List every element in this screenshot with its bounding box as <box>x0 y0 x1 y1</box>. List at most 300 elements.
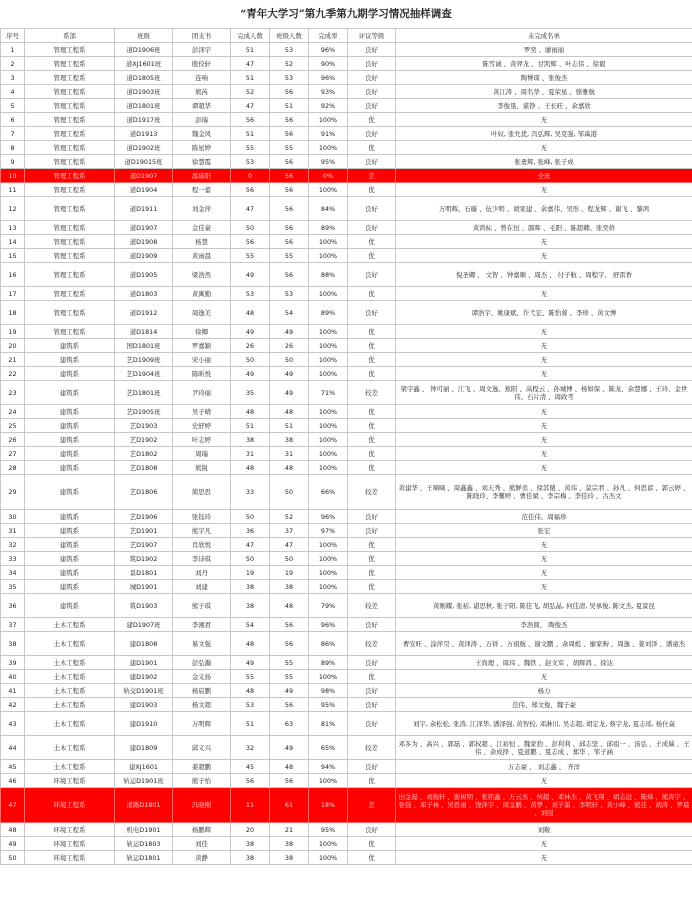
cell-completed: 19 <box>231 566 270 580</box>
cell-index: 22 <box>1 367 25 381</box>
cell-class-size: 56 <box>270 698 309 712</box>
cell-secretary: 刘金萍 <box>173 197 231 221</box>
cell-class: 道D1903班 <box>115 85 173 99</box>
cell-department: 环境工程系 <box>25 837 115 851</box>
cell-incomplete-list: 无 <box>396 183 692 197</box>
cell-secretary: 李湘君 <box>173 618 231 632</box>
cell-rate: 100% <box>309 183 348 197</box>
cell-department: 管理工程系 <box>25 99 115 113</box>
cell-completed: 51 <box>231 71 270 85</box>
cell-incomplete-list: 无 <box>396 461 692 475</box>
cell-department: 建筑系 <box>25 475 115 510</box>
cell-incomplete-list: 罗奕 、廖雨丽 <box>396 43 692 57</box>
cell-secretary: 徐卿 <box>173 325 231 339</box>
cell-incomplete-list: 范伟、郑文俊、魏子豪 <box>396 698 692 712</box>
cell-class: 景D1801 <box>115 566 173 580</box>
cell-department: 环境工程系 <box>25 823 115 837</box>
cell-index: 17 <box>1 287 25 301</box>
cell-grade: 较差 <box>348 594 396 618</box>
cell-grade: 较差 <box>348 475 396 510</box>
cell-rate: 94% <box>309 760 348 774</box>
cell-completed: 48 <box>231 684 270 698</box>
cell-secretary: 彭瑞 <box>173 113 231 127</box>
cell-index: 28 <box>1 461 25 475</box>
cell-grade: 优 <box>348 837 396 851</box>
cell-index: 3 <box>1 71 25 85</box>
cell-incomplete-list: 张勇辉, 张峰, 张子成 <box>396 155 692 169</box>
table-row <box>1 837 692 851</box>
cell-department: 建筑系 <box>25 461 115 475</box>
cell-secretary: 陈昕悦 <box>173 367 231 381</box>
cell-index: 18 <box>1 301 25 325</box>
cell-completed: 50 <box>231 353 270 367</box>
cell-secretary: 梁浩然 <box>173 263 231 287</box>
cell-rate: 100% <box>309 566 348 580</box>
cell-rate: 92% <box>309 99 348 113</box>
cell-completed: 47 <box>231 99 270 113</box>
cell-completed: 51 <box>231 43 270 57</box>
table-row <box>1 71 692 85</box>
table-row <box>1 169 692 183</box>
cell-class-size: 55 <box>270 670 309 684</box>
cell-incomplete-list: 无 <box>396 566 692 580</box>
cell-index: 31 <box>1 524 25 538</box>
cell-rate: 84% <box>309 197 348 221</box>
cell-class: 建D1901 <box>115 656 173 670</box>
table-row <box>1 788 692 823</box>
cell-incomplete-list: 倪圣卿 、 文智 、钟嘉顺 、周杰 、 付子航 、周程宇、 舒雷香 <box>396 263 692 287</box>
cell-index: 20 <box>1 339 25 353</box>
cell-index: 44 <box>1 736 25 760</box>
cell-grade: 优 <box>348 433 396 447</box>
cell-department: 管理工程系 <box>25 71 115 85</box>
cell-completed: 47 <box>231 538 270 552</box>
cell-grade: 良好 <box>348 656 396 670</box>
cell-secretary: 杨慧 <box>173 235 231 249</box>
table-row <box>1 524 692 538</box>
cell-index: 38 <box>1 632 25 656</box>
cell-secretary: 金义扬 <box>173 670 231 684</box>
cell-incomplete-list: 无 <box>396 851 692 865</box>
cell-department: 建筑系 <box>25 419 115 433</box>
cell-rate: 95% <box>309 698 348 712</box>
cell-index: 27 <box>1 447 25 461</box>
cell-rate: 93% <box>309 85 348 99</box>
cell-department: 土木工程系 <box>25 670 115 684</box>
cell-index: 49 <box>1 837 25 851</box>
cell-class: 道D1803 <box>115 287 173 301</box>
cell-rate: 66% <box>309 475 348 510</box>
table-row <box>1 618 692 632</box>
cell-completed: 56 <box>231 774 270 788</box>
cell-class-size: 52 <box>270 510 309 524</box>
cell-completed: 54 <box>231 618 270 632</box>
cell-index: 34 <box>1 566 25 580</box>
cell-grade: 优 <box>348 580 396 594</box>
cell-completed: 50 <box>231 510 270 524</box>
cell-incomplete-list: 全班 <box>396 169 692 183</box>
cell-class: 道D1902班 <box>115 141 173 155</box>
cell-grade: 优 <box>348 249 396 263</box>
cell-grade: 优 <box>348 670 396 684</box>
cell-incomplete-list: 黄建华 、王嘀嘀 、周鑫鑫 、刘天秀 、熊鲜丞 、徐其傻 、黄玮 、莫宗君 、孙凡 、何思谚 、郭云婷 、陈晓玲、李馨婷 、曹佳斌 、李宗梅 、李佳玲 、古杰文 <box>396 475 692 510</box>
cell-index: 7 <box>1 127 25 141</box>
cell-class: 轨运D1803 <box>115 837 173 851</box>
cell-secretary: 史舒婷 <box>173 419 231 433</box>
cell-grade: 差 <box>348 788 396 823</box>
cell-department: 管理工程系 <box>25 301 115 325</box>
cell-department: 土木工程系 <box>25 618 115 632</box>
cell-grade: 优 <box>348 113 396 127</box>
cell-class: 道D1814 <box>115 325 173 339</box>
table-row <box>1 183 692 197</box>
cell-secretary: 周瑞 <box>173 447 231 461</box>
cell-department: 土木工程系 <box>25 698 115 712</box>
cell-class-size: 56 <box>270 263 309 287</box>
cell-index: 15 <box>1 249 25 263</box>
cell-completed: 53 <box>231 698 270 712</box>
cell-incomplete-list: 万明辉、石璇 、伍少明 、胡家建 、余嘉伟、吴彤 、程龙辉 、谢飞 、黎鸿 <box>396 197 692 221</box>
cell-class: 道D1904 <box>115 183 173 197</box>
cell-class: 艺D1905班 <box>115 405 173 419</box>
cell-secretary: 陈星婷 <box>173 141 231 155</box>
cell-index: 37 <box>1 618 25 632</box>
table-row <box>1 141 692 155</box>
cell-incomplete-list: 无 <box>396 249 692 263</box>
cell-rate: 95% <box>309 155 348 169</box>
cell-department: 建筑系 <box>25 433 115 447</box>
cell-rate: 100% <box>309 113 348 127</box>
cell-completed: 38 <box>231 433 270 447</box>
cell-class: 道D1905 <box>115 263 173 287</box>
cell-index: 25 <box>1 419 25 433</box>
cell-index: 35 <box>1 580 25 594</box>
cell-class-size: 48 <box>270 594 309 618</box>
cell-class: 道D1801班 <box>115 99 173 113</box>
table-row <box>1 325 692 339</box>
cell-incomplete-list: 无 <box>396 405 692 419</box>
cell-completed: 51 <box>231 419 270 433</box>
cell-rate: 100% <box>309 433 348 447</box>
cell-class-size: 38 <box>270 433 309 447</box>
cell-incomplete-list: 叶奴, 张允优, 冯弘辉, 吴克强, 邹禹港 <box>396 127 692 141</box>
cell-department: 建筑系 <box>25 580 115 594</box>
table-row <box>1 823 692 837</box>
cell-completed: 56 <box>231 113 270 127</box>
cell-secretary: 邱义兴 <box>173 736 231 760</box>
table-row <box>1 381 692 405</box>
cell-class-size: 56 <box>270 183 309 197</box>
cell-rate: 18% <box>309 788 348 823</box>
cell-incomplete-list: 无 <box>396 670 692 684</box>
cell-completed: 48 <box>231 632 270 656</box>
cell-class-size: 37 <box>270 524 309 538</box>
cell-grade: 优 <box>348 566 396 580</box>
cell-completed: 0 <box>231 169 270 183</box>
table-row <box>1 339 692 353</box>
cell-class-size: 38 <box>270 837 309 851</box>
cell-grade: 良好 <box>348 760 396 774</box>
cell-department: 建筑系 <box>25 510 115 524</box>
cell-completed: 49 <box>231 263 270 287</box>
header-completed: 完成人数 <box>231 29 270 43</box>
page-title: “青年大学习”第九季第九期学习情况抽样调查 <box>240 8 452 20</box>
cell-secretary: 温瑞阳 <box>173 169 231 183</box>
cell-completed: 32 <box>231 736 270 760</box>
cell-secretary: 熊子琪 <box>173 594 231 618</box>
cell-secretary: 徐慧霞 <box>173 155 231 169</box>
cell-department: 建筑系 <box>25 594 115 618</box>
cell-class-size: 56 <box>270 127 309 141</box>
cell-incomplete-list: 梁宇鑫 、 钟可丽 、江飞 、周文逸、蕉阳 、高程云 、孙城博 、杨如保 、陈龙、余慧娜 、王玲、金世伟、石片清 、周政考 <box>396 381 692 405</box>
cell-class-size: 55 <box>270 249 309 263</box>
cell-class-size: 56 <box>270 85 309 99</box>
cell-grade: 良好 <box>348 263 396 287</box>
cell-index: 30 <box>1 510 25 524</box>
cell-class: 道D1907 <box>115 221 173 235</box>
cell-department: 土木工程系 <box>25 760 115 774</box>
cell-secretary: 刘丹 <box>173 566 231 580</box>
cell-completed: 47 <box>231 57 270 71</box>
cell-department: 管理工程系 <box>25 197 115 221</box>
cell-index: 32 <box>1 538 25 552</box>
cell-department: 建筑系 <box>25 524 115 538</box>
table-row <box>1 698 692 712</box>
cell-completed: 38 <box>231 851 270 865</box>
cell-rate: 100% <box>309 141 348 155</box>
cell-completed: 31 <box>231 447 270 461</box>
cell-completed: 48 <box>231 405 270 419</box>
cell-department: 建筑系 <box>25 447 115 461</box>
cell-department: 管理工程系 <box>25 43 115 57</box>
table-row <box>1 684 692 698</box>
cell-secretary: 彭弘瀚 <box>173 656 231 670</box>
cell-class-size: 56 <box>270 169 309 183</box>
cell-secretary: 殷佼轩 <box>173 57 231 71</box>
cell-grade: 良好 <box>348 57 396 71</box>
cell-grade: 优 <box>348 851 396 865</box>
cell-grade: 良好 <box>348 618 396 632</box>
table-row <box>1 851 692 865</box>
cell-incomplete-list: 无 <box>396 774 692 788</box>
cell-department: 环境工程系 <box>25 851 115 865</box>
cell-class: 道D19015班 <box>115 155 173 169</box>
cell-class: 道XJ1601班 <box>115 57 173 71</box>
cell-class: 道D1909 <box>115 249 173 263</box>
cell-secretary: 尹玲丽 <box>173 381 231 405</box>
cell-class-size: 55 <box>270 141 309 155</box>
cell-rate: 100% <box>309 367 348 381</box>
cell-department: 土木工程系 <box>25 632 115 656</box>
cell-grade: 优 <box>348 141 396 155</box>
cell-grade: 优 <box>348 367 396 381</box>
cell-incomplete-list: 无 <box>396 433 692 447</box>
cell-secretary: 程一蕾 <box>173 183 231 197</box>
cell-completed: 53 <box>231 155 270 169</box>
table-row <box>1 580 692 594</box>
cell-class-size: 55 <box>270 656 309 670</box>
cell-grade: 优 <box>348 538 396 552</box>
cell-class-size: 54 <box>270 301 309 325</box>
cell-secretary: 连响 <box>173 71 231 85</box>
cell-rate: 100% <box>309 325 348 339</box>
table-row <box>1 712 692 736</box>
cell-completed: 35 <box>231 381 270 405</box>
cell-rate: 91% <box>309 127 348 141</box>
header-incomplete-list: 未完成名单 <box>396 29 692 43</box>
cell-grade: 良好 <box>348 823 396 837</box>
cell-completed: 11 <box>231 788 270 823</box>
cell-rate: 100% <box>309 419 348 433</box>
table-row <box>1 656 692 670</box>
cell-completed: 55 <box>231 249 270 263</box>
cell-class: 筑D1903 <box>115 594 173 618</box>
cell-completed: 51 <box>231 127 270 141</box>
cell-class-size: 49 <box>270 736 309 760</box>
cell-department: 环境工程系 <box>25 774 115 788</box>
cell-class-size: 53 <box>270 71 309 85</box>
cell-class-size: 61 <box>270 788 309 823</box>
cell-department: 建筑系 <box>25 381 115 405</box>
cell-grade: 良好 <box>348 301 396 325</box>
cell-rate: 81% <box>309 712 348 736</box>
cell-secretary: 罗嘉颖 <box>173 339 231 353</box>
cell-rate: 0% <box>309 169 348 183</box>
cell-secretary: 杨宸鹏 <box>173 684 231 698</box>
cell-rate: 86% <box>309 632 348 656</box>
cell-completed: 48 <box>231 461 270 475</box>
table-row <box>1 249 692 263</box>
cell-completed: 52 <box>231 85 270 99</box>
cell-incomplete-list: 黄刚耀, 张裕, 谌思秋, 张子阳, 陈佳飞, 胡弘晶, 何佳清, 吴承俊, 陈文杰, 夏景昆 <box>396 594 692 618</box>
cell-class-size: 31 <box>270 447 309 461</box>
cell-incomplete-list: 无 <box>396 325 692 339</box>
cell-incomplete-list: 邓多为 、高兴 、郭磊 、郭权超 、江裕恒 、魏家豹 、彭利利 、邱志坚 、邱祖一 、汤弘 、王成瑞 、王伟 、余成择 、夏道鹏 、夏志成 、郑华 、邹子涵 <box>396 736 692 760</box>
cell-rate: 100% <box>309 235 348 249</box>
cell-incomplete-list: 无 <box>396 419 692 433</box>
cell-class: 道D1805班 <box>115 71 173 85</box>
cell-rate: 100% <box>309 774 348 788</box>
cell-class: 机电D1901 <box>115 823 173 837</box>
cell-class-size: 47 <box>270 538 309 552</box>
table-row <box>1 774 692 788</box>
cell-secretary: 李诗琪 <box>173 552 231 566</box>
cell-class: 艺D1909班 <box>115 353 173 367</box>
cell-index: 4 <box>1 85 25 99</box>
cell-class: 筑D1902 <box>115 552 173 566</box>
cell-grade: 良好 <box>348 43 396 57</box>
cell-rate: 100% <box>309 287 348 301</box>
cell-secretary: 宋小丽 <box>173 353 231 367</box>
cell-grade: 优 <box>348 325 396 339</box>
cell-index: 39 <box>1 656 25 670</box>
table-row <box>1 127 692 141</box>
table-row <box>1 235 692 249</box>
cell-grade: 优 <box>348 405 396 419</box>
cell-incomplete-list: 无 <box>396 447 692 461</box>
cell-completed: 26 <box>231 339 270 353</box>
cell-incomplete-list: 万志豪 、 刘志鑫 、 齐洋 <box>396 760 692 774</box>
cell-department: 土木工程系 <box>25 684 115 698</box>
cell-department: 建筑系 <box>25 339 115 353</box>
cell-department: 建筑系 <box>25 353 115 367</box>
cell-department: 管理工程系 <box>25 169 115 183</box>
cell-rate: 89% <box>309 221 348 235</box>
cell-department: 管理工程系 <box>25 263 115 287</box>
cell-department: 管理工程系 <box>25 85 115 99</box>
cell-department: 建筑系 <box>25 405 115 419</box>
cell-completed: 49 <box>231 656 270 670</box>
cell-rate: 90% <box>309 57 348 71</box>
cell-index: 13 <box>1 221 25 235</box>
cell-rate: 96% <box>309 618 348 632</box>
cell-grade: 较差 <box>348 736 396 760</box>
cell-secretary: 谭超华 <box>173 99 231 113</box>
cell-grade: 良好 <box>348 221 396 235</box>
table-row <box>1 405 692 419</box>
cell-secretary: 杨鹏辉 <box>173 823 231 837</box>
cell-incomplete-list: 无 <box>396 141 692 155</box>
cell-rate: 100% <box>309 447 348 461</box>
header-rate: 完成率 <box>309 29 348 43</box>
cell-rate: 100% <box>309 580 348 594</box>
cell-class: 道D1912 <box>115 301 173 325</box>
cell-index: 9 <box>1 155 25 169</box>
cell-class: 国D1801班 <box>115 339 173 353</box>
table-row <box>1 670 692 684</box>
cell-incomplete-list: 李浩圆、 陶俊杰 <box>396 618 692 632</box>
cell-grade: 良好 <box>348 510 396 524</box>
cell-department: 土木工程系 <box>25 736 115 760</box>
cell-secretary: 万明辉 <box>173 712 231 736</box>
cell-class: 艺D1801班 <box>115 381 173 405</box>
cell-index: 19 <box>1 325 25 339</box>
cell-class: 艺D1808 <box>115 461 173 475</box>
cell-secretary: 熊锐 <box>173 461 231 475</box>
cell-completed: 49 <box>231 325 270 339</box>
cell-incomplete-list: 刘鞍 <box>396 823 692 837</box>
cell-class-size: 26 <box>270 339 309 353</box>
cell-class-size: 51 <box>270 99 309 113</box>
cell-rate: 71% <box>309 381 348 405</box>
cell-grade: 良好 <box>348 127 396 141</box>
cell-index: 43 <box>1 712 25 736</box>
cell-index: 46 <box>1 774 25 788</box>
cell-department: 建筑系 <box>25 538 115 552</box>
header-class-size: 班级人数 <box>270 29 309 43</box>
cell-grade: 良好 <box>348 85 396 99</box>
cell-completed: 38 <box>231 594 270 618</box>
cell-grade: 差 <box>348 169 396 183</box>
cell-rate: 89% <box>309 301 348 325</box>
cell-department: 建筑系 <box>25 566 115 580</box>
cell-secretary: 姜超鹏 <box>173 760 231 774</box>
cell-secretary: 黄雨晨 <box>173 249 231 263</box>
cell-class-size: 51 <box>270 419 309 433</box>
cell-secretary: 熊芮 <box>173 85 231 99</box>
table-row <box>1 113 692 127</box>
cell-completed: 45 <box>231 760 270 774</box>
table-row <box>1 43 692 57</box>
cell-department: 管理工程系 <box>25 221 115 235</box>
cell-incomplete-list: 田金磊 、刘振轩 、谢树明 、张铭鑫 、万云杰 、何超 、邓林杰 、黄飞翔 、胡志远 、陈炜 、熊涛宇 、张强 、邓子林 、吴思雨 、饶泽宇 、周金鹏 、黄梦 、刘子墨 、李明轩 、黄小峰 、熊佳 、胡涛 、罗晨 、刘强 <box>396 788 692 823</box>
cell-grade: 优 <box>348 183 396 197</box>
cell-secretary: 张钰玲 <box>173 510 231 524</box>
cell-department: 管理工程系 <box>25 113 115 127</box>
table-row <box>1 447 692 461</box>
cell-class-size: 48 <box>270 405 309 419</box>
cell-incomplete-list: 陶博琛 、张俊杰 <box>396 71 692 85</box>
